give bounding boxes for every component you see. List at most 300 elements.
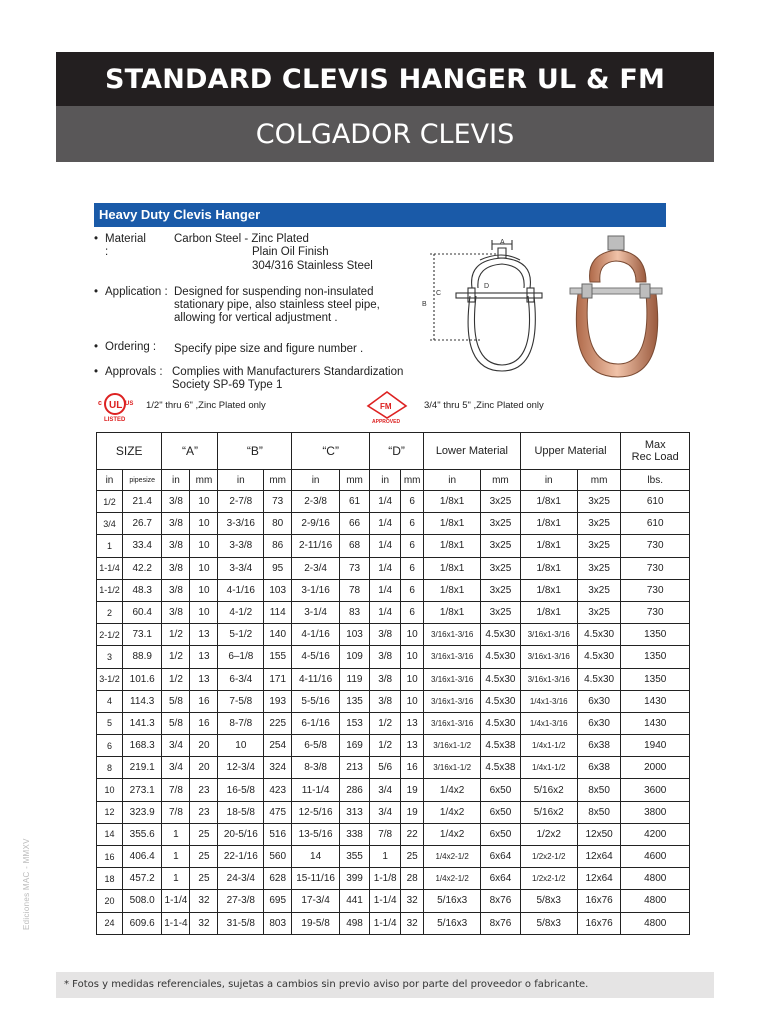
table-cell: 12-5/16 xyxy=(292,801,340,823)
table-cell: 4.5x30 xyxy=(481,690,520,712)
ul-us-mark: US xyxy=(125,401,134,407)
unit-cell: in xyxy=(292,470,340,491)
table-cell: 1/4x2-1/2 xyxy=(424,846,481,868)
table-cell: 2-1/2 xyxy=(97,624,123,646)
table-cell: 2-7/8 xyxy=(218,491,264,513)
table-cell: 3x25 xyxy=(577,579,621,601)
table-cell: 8x50 xyxy=(577,779,621,801)
table-cell: 5/16x2 xyxy=(520,779,577,801)
table-cell: 4.5x30 xyxy=(577,646,621,668)
a-header: “A” xyxy=(162,433,218,470)
table-header-row xyxy=(97,433,690,470)
table-cell: 10 xyxy=(401,690,424,712)
edition-note: Ediciones MAC - MMXV xyxy=(22,838,31,930)
table-cell: 498 xyxy=(339,912,369,934)
table-cell: 3x25 xyxy=(577,557,621,579)
table-cell: 3/8 xyxy=(162,601,190,623)
table-cell: 12x64 xyxy=(577,846,621,868)
dimension-b-label: B xyxy=(422,301,427,308)
table-cell: 3/8 xyxy=(162,535,190,557)
table-cell: 4-1/16 xyxy=(292,624,340,646)
table-cell: 1430 xyxy=(621,690,690,712)
table-cell: 80 xyxy=(264,513,292,535)
table-cell: 3/8 xyxy=(162,513,190,535)
table-cell: 1-1/4 xyxy=(97,557,123,579)
table-cell: 6-1/16 xyxy=(292,712,340,734)
table-row xyxy=(97,846,690,868)
bullet-icon: • xyxy=(94,366,99,378)
table-cell: 5-1/2 xyxy=(218,624,264,646)
table-cell: 20-5/16 xyxy=(218,823,264,845)
application-line-1: Designed for suspending non-insulated xyxy=(174,286,374,298)
material-line-3: 304/316 Stainless Steel xyxy=(252,260,373,272)
table-cell: 13 xyxy=(190,646,218,668)
table-cell: 1/2 xyxy=(162,624,190,646)
table-cell: 1/8x1 xyxy=(424,491,481,513)
table-cell: 6x50 xyxy=(481,823,520,845)
table-cell: 95 xyxy=(264,557,292,579)
table-cell: 5/8x3 xyxy=(520,890,577,912)
table-cell: 1-1/4 xyxy=(370,912,401,934)
ordering-text: Specify pipe size and figure number . xyxy=(174,343,364,355)
table-cell: 730 xyxy=(621,535,690,557)
table-cell: 6x50 xyxy=(481,801,520,823)
application-line-2: stationary pipe, also stainless steel pipe, xyxy=(174,299,380,311)
unit-cell: in xyxy=(520,470,577,491)
table-cell: 24-3/4 xyxy=(218,868,264,890)
table-cell: 457.2 xyxy=(122,868,161,890)
table-cell: 4.5x38 xyxy=(481,757,520,779)
table-cell: 119 xyxy=(339,668,369,690)
table-cell: 3x25 xyxy=(481,491,520,513)
table-cell: 5/16x3 xyxy=(424,912,481,934)
table-cell: 2-3/8 xyxy=(292,491,340,513)
table-cell: 103 xyxy=(264,579,292,601)
table-cell: 4800 xyxy=(621,890,690,912)
table-cell: 324 xyxy=(264,757,292,779)
table-cell: 3/4 xyxy=(370,801,401,823)
table-cell: 6-5/8 xyxy=(292,735,340,757)
table-cell: 225 xyxy=(264,712,292,734)
table-cell: 13 xyxy=(190,668,218,690)
table-cell: 6-3/4 xyxy=(218,668,264,690)
table-cell: 3600 xyxy=(621,779,690,801)
table-cell: 22 xyxy=(401,823,424,845)
table-cell: 609.6 xyxy=(122,912,161,934)
table-cell: 1/8x1 xyxy=(520,535,577,557)
table-cell: 695 xyxy=(264,890,292,912)
max-label: Max xyxy=(644,439,666,451)
table-cell: 441 xyxy=(339,890,369,912)
table-cell: 141.3 xyxy=(122,712,161,734)
table-cell: 338 xyxy=(339,823,369,845)
table-cell: 1/8x1 xyxy=(424,601,481,623)
table-cell: 48.3 xyxy=(122,579,161,601)
table-cell: 3x25 xyxy=(577,601,621,623)
table-cell: 1/2 xyxy=(97,491,123,513)
table-cell: 3/4 xyxy=(162,757,190,779)
table-cell: 4-5/16 xyxy=(292,646,340,668)
table-row xyxy=(97,535,690,557)
table-cell: 13 xyxy=(401,712,424,734)
table-cell: 1430 xyxy=(621,712,690,734)
table-cell: 1/4 xyxy=(370,535,401,557)
table-cell: 8x76 xyxy=(481,912,520,934)
table-cell: 1/8x1 xyxy=(424,579,481,601)
table-cell: 4.5x30 xyxy=(481,712,520,734)
table-cell: 4-1/2 xyxy=(218,601,264,623)
table-cell: 1/2 xyxy=(162,646,190,668)
table-cell: 1/8x1 xyxy=(424,513,481,535)
table-cell: 4 xyxy=(97,690,123,712)
unit-cell: in xyxy=(370,470,401,491)
table-cell: 3x25 xyxy=(481,601,520,623)
table-cell: 516 xyxy=(264,823,292,845)
table-cell: 168.3 xyxy=(122,735,161,757)
table-cell: 3-3/16 xyxy=(218,513,264,535)
footer-disclaimer: * Fotos y medidas referenciales, sujetas a cambios sin previo aviso por parte del proveedor o fabricante. xyxy=(56,972,714,998)
table-cell: 1/2 xyxy=(370,712,401,734)
table-row xyxy=(97,557,690,579)
table-cell: 3/16x1-3/16 xyxy=(424,668,481,690)
table-cell: 7-5/8 xyxy=(218,690,264,712)
table-cell: 1/4 xyxy=(370,513,401,535)
table-cell: 286 xyxy=(339,779,369,801)
table-row xyxy=(97,579,690,601)
table-cell: 4-1/16 xyxy=(218,579,264,601)
table-cell: 155 xyxy=(264,646,292,668)
table-row xyxy=(97,868,690,890)
table-cell: 10 xyxy=(190,557,218,579)
table-cell: 6 xyxy=(401,513,424,535)
table-cell: 16 xyxy=(401,757,424,779)
table-row xyxy=(97,646,690,668)
table-cell: 2-9/16 xyxy=(292,513,340,535)
dimension-c-label: C xyxy=(436,290,442,297)
table-cell: 16 xyxy=(190,712,218,734)
table-cell: 5/16x2 xyxy=(520,801,577,823)
table-cell: 135 xyxy=(339,690,369,712)
table-cell: 3x25 xyxy=(481,535,520,557)
table-cell: 3/8 xyxy=(370,646,401,668)
table-cell: 32 xyxy=(190,890,218,912)
ul-listed-logo xyxy=(98,390,132,424)
table-cell: 16x76 xyxy=(577,890,621,912)
table-cell: 4600 xyxy=(621,846,690,868)
table-cell: 3/16x1-3/16 xyxy=(520,668,577,690)
table-cell: 16x76 xyxy=(577,912,621,934)
unit-cell: in xyxy=(97,470,123,491)
table-cell: 20 xyxy=(190,735,218,757)
table-cell: 730 xyxy=(621,601,690,623)
table-cell: 219.1 xyxy=(122,757,161,779)
table-cell: 323.9 xyxy=(122,801,161,823)
table-cell: 5-5/16 xyxy=(292,690,340,712)
table-cell: 6x64 xyxy=(481,846,520,868)
table-cell: 1-1/4 xyxy=(370,890,401,912)
table-cell: 61 xyxy=(339,491,369,513)
table-row xyxy=(97,712,690,734)
table-cell: 114.3 xyxy=(122,690,161,712)
table-cell: 6 xyxy=(401,601,424,623)
table-cell: 3x25 xyxy=(481,513,520,535)
table-cell: 10 xyxy=(190,601,218,623)
clevis-dimension-diagram xyxy=(420,236,542,376)
dimensions-table xyxy=(96,432,690,935)
table-cell: 24 xyxy=(97,912,123,934)
table-cell: 16 xyxy=(97,846,123,868)
table-cell: 140 xyxy=(264,624,292,646)
table-cell: 18 xyxy=(97,868,123,890)
table-cell: 22-1/16 xyxy=(218,846,264,868)
table-cell: 5/8x3 xyxy=(520,912,577,934)
table-cell: 3/8 xyxy=(370,690,401,712)
table-row xyxy=(97,513,690,535)
table-cell: 1350 xyxy=(621,668,690,690)
table-cell: 3/8 xyxy=(370,624,401,646)
page-subtitle: COLGADOR CLEVIS xyxy=(56,106,714,162)
table-cell: 3/4 xyxy=(162,735,190,757)
bullet-icon: • xyxy=(94,341,99,353)
table-cell: 3x25 xyxy=(481,557,520,579)
table-cell: 610 xyxy=(621,491,690,513)
table-cell: 3-3/8 xyxy=(218,535,264,557)
table-cell: 8 xyxy=(97,757,123,779)
clevis-hanger-photo xyxy=(560,232,670,382)
table-cell: 19-5/8 xyxy=(292,912,340,934)
table-cell: 475 xyxy=(264,801,292,823)
table-cell: 1-1/8 xyxy=(370,868,401,890)
table-cell: 23 xyxy=(190,779,218,801)
table-cell: 10 xyxy=(190,491,218,513)
table-cell: 11-1/4 xyxy=(292,779,340,801)
table-cell: 10 xyxy=(401,624,424,646)
table-cell: 2-11/16 xyxy=(292,535,340,557)
approvals-label: Approvals : xyxy=(105,366,163,378)
table-cell: 803 xyxy=(264,912,292,934)
table-cell: 3/8 xyxy=(162,557,190,579)
table-cell: 610 xyxy=(621,513,690,535)
unit-cell: in xyxy=(218,470,264,491)
unit-cell: lbs. xyxy=(621,470,690,491)
table-cell: 17-3/4 xyxy=(292,890,340,912)
table-cell: 16 xyxy=(190,690,218,712)
table-cell: 27-3/8 xyxy=(218,890,264,912)
table-cell: 5/16x3 xyxy=(424,890,481,912)
bullet-icon: • xyxy=(94,286,99,298)
table-cell: 20 xyxy=(190,757,218,779)
table-cell: 16-5/8 xyxy=(218,779,264,801)
bullet-icon: • xyxy=(94,233,99,245)
table-cell: 313 xyxy=(339,801,369,823)
table-cell: 6 xyxy=(401,557,424,579)
table-cell: 109 xyxy=(339,646,369,668)
table-cell: 3/16x1-3/16 xyxy=(424,690,481,712)
table-cell: 3/16x1-1/2 xyxy=(424,735,481,757)
table-cell: 1 xyxy=(162,868,190,890)
unit-cell: pipesize xyxy=(122,470,161,491)
table-cell: 1/4 xyxy=(370,601,401,623)
fm-approved-logo xyxy=(364,390,410,424)
table-cell: 4-11/16 xyxy=(292,668,340,690)
c-header: “C” xyxy=(292,433,370,470)
table-cell: 1/8x1 xyxy=(520,513,577,535)
table-cell: 4.5x30 xyxy=(577,624,621,646)
table-row xyxy=(97,823,690,845)
table-cell: 6 xyxy=(97,735,123,757)
table-cell: 3/8 xyxy=(162,579,190,601)
table-cell: 60.4 xyxy=(122,601,161,623)
table-unit-row xyxy=(97,470,690,491)
table-row xyxy=(97,779,690,801)
table-cell: 10 xyxy=(97,779,123,801)
table-cell: 1/4 xyxy=(370,579,401,601)
approvals-line-1: Complies with Manufacturers Standardization xyxy=(172,366,404,378)
table-cell: 171 xyxy=(264,668,292,690)
table-cell: 7/8 xyxy=(162,779,190,801)
table-cell: 4200 xyxy=(621,823,690,845)
table-cell: 14 xyxy=(292,846,340,868)
table-cell: 4.5x30 xyxy=(481,646,520,668)
table-cell: 20 xyxy=(97,890,123,912)
table-cell: 88.9 xyxy=(122,646,161,668)
table-cell: 1/4x1-3/16 xyxy=(520,690,577,712)
table-cell: 730 xyxy=(621,579,690,601)
table-cell: 1-1-4 xyxy=(162,912,190,934)
table-cell: 3/16x1-3/16 xyxy=(424,712,481,734)
table-cell: 3x25 xyxy=(577,513,621,535)
table-cell: 6x38 xyxy=(577,757,621,779)
max-load-header xyxy=(621,433,690,470)
table-cell: 193 xyxy=(264,690,292,712)
table-cell: 13-5/16 xyxy=(292,823,340,845)
table-cell: 406.4 xyxy=(122,846,161,868)
table-cell: 32 xyxy=(401,890,424,912)
table-cell: 73.1 xyxy=(122,624,161,646)
table-cell: 6 xyxy=(401,535,424,557)
table-cell: 1/4 xyxy=(370,491,401,513)
ul-logo-text: UL xyxy=(109,400,123,411)
table-cell: 3-1/2 xyxy=(97,668,123,690)
table-cell: 4.5x30 xyxy=(481,668,520,690)
table-cell: 3/4 xyxy=(97,513,123,535)
table-cell: 3x25 xyxy=(481,579,520,601)
table-cell: 32 xyxy=(190,912,218,934)
table-cell: 26.7 xyxy=(122,513,161,535)
unit-cell: mm xyxy=(264,470,292,491)
table-cell: 1/4x2 xyxy=(424,823,481,845)
table-cell: 10 xyxy=(190,535,218,557)
unit-cell: mm xyxy=(190,470,218,491)
table-row xyxy=(97,735,690,757)
table-cell: 508.0 xyxy=(122,890,161,912)
table-cell: 4.5x30 xyxy=(481,624,520,646)
table-cell: 19 xyxy=(401,801,424,823)
table-cell: 23 xyxy=(190,801,218,823)
table-cell: 3x25 xyxy=(577,535,621,557)
table-cell: 7/8 xyxy=(162,801,190,823)
table-row xyxy=(97,601,690,623)
table-cell: 15-11/16 xyxy=(292,868,340,890)
unit-cell: mm xyxy=(401,470,424,491)
ul-approval-scope: 1/2" thru 6" ,Zinc Plated only xyxy=(146,400,266,411)
table-cell: 25 xyxy=(190,823,218,845)
table-row xyxy=(97,801,690,823)
table-cell: 25 xyxy=(190,846,218,868)
approvals-line-2: Society SP-69 Type 1 xyxy=(172,379,283,391)
b-header: “B” xyxy=(218,433,292,470)
product-name-banner: Heavy Duty Clevis Hanger xyxy=(94,203,666,227)
table-cell: 1-1/2 xyxy=(97,579,123,601)
table-cell: 2-3/4 xyxy=(292,557,340,579)
table-cell: 1/4x2 xyxy=(424,779,481,801)
fm-approved-text: APPROVED xyxy=(372,419,401,425)
table-cell: 1/4x2-1/2 xyxy=(424,868,481,890)
dimension-a-label: A xyxy=(500,239,505,246)
table-cell: 1/2x2 xyxy=(520,823,577,845)
table-cell: 1-1/4 xyxy=(162,890,190,912)
table-cell: 10 xyxy=(401,668,424,690)
table-cell: 560 xyxy=(264,846,292,868)
table-cell: 399 xyxy=(339,868,369,890)
table-cell: 3-1/16 xyxy=(292,579,340,601)
table-cell: 12x64 xyxy=(577,868,621,890)
table-cell: 12 xyxy=(97,801,123,823)
table-cell: 1/8x1 xyxy=(520,557,577,579)
table-cell: 28 xyxy=(401,868,424,890)
table-cell: 6x30 xyxy=(577,690,621,712)
material-label: Material : xyxy=(105,233,146,258)
table-cell: 12x50 xyxy=(577,823,621,845)
table-cell: 32 xyxy=(401,912,424,934)
dimension-d-label: D xyxy=(484,283,490,290)
table-cell: 13 xyxy=(190,624,218,646)
table-cell: 1/8x1 xyxy=(424,535,481,557)
table-cell: 42.2 xyxy=(122,557,161,579)
table-cell: 6x38 xyxy=(577,735,621,757)
table-cell: 1/8x1 xyxy=(520,579,577,601)
table-cell: 18-5/8 xyxy=(218,801,264,823)
table-cell: 114 xyxy=(264,601,292,623)
table-cell: 86 xyxy=(264,535,292,557)
table-cell: 10 xyxy=(190,513,218,535)
rec-load-label: Rec Load xyxy=(631,451,679,463)
table-cell: 3/8 xyxy=(370,668,401,690)
table-cell: 153 xyxy=(339,712,369,734)
table-row xyxy=(97,912,690,934)
table-cell: 3 xyxy=(97,646,123,668)
table-cell: 101.6 xyxy=(122,668,161,690)
table-cell: 8-3/8 xyxy=(292,757,340,779)
ul-c-mark: c xyxy=(98,400,102,407)
table-cell: 3/8 xyxy=(162,491,190,513)
table-cell: 3/16x1-3/16 xyxy=(520,646,577,668)
table-cell: 10 xyxy=(190,579,218,601)
material-line-1: Carbon Steel - Zinc Plated xyxy=(174,233,309,245)
fm-logo-text: FM xyxy=(380,402,392,411)
table-cell: 4800 xyxy=(621,912,690,934)
table-cell: 1/4x1-3/16 xyxy=(520,712,577,734)
table-cell: 254 xyxy=(264,735,292,757)
unit-cell: mm xyxy=(339,470,369,491)
d-header: “D” xyxy=(370,433,424,470)
table-cell: 6x64 xyxy=(481,868,520,890)
table-row xyxy=(97,890,690,912)
table-cell: 423 xyxy=(264,779,292,801)
table-cell: 1/4x1-1/2 xyxy=(520,735,577,757)
table-cell: 8-7/8 xyxy=(218,712,264,734)
table-cell: 169 xyxy=(339,735,369,757)
